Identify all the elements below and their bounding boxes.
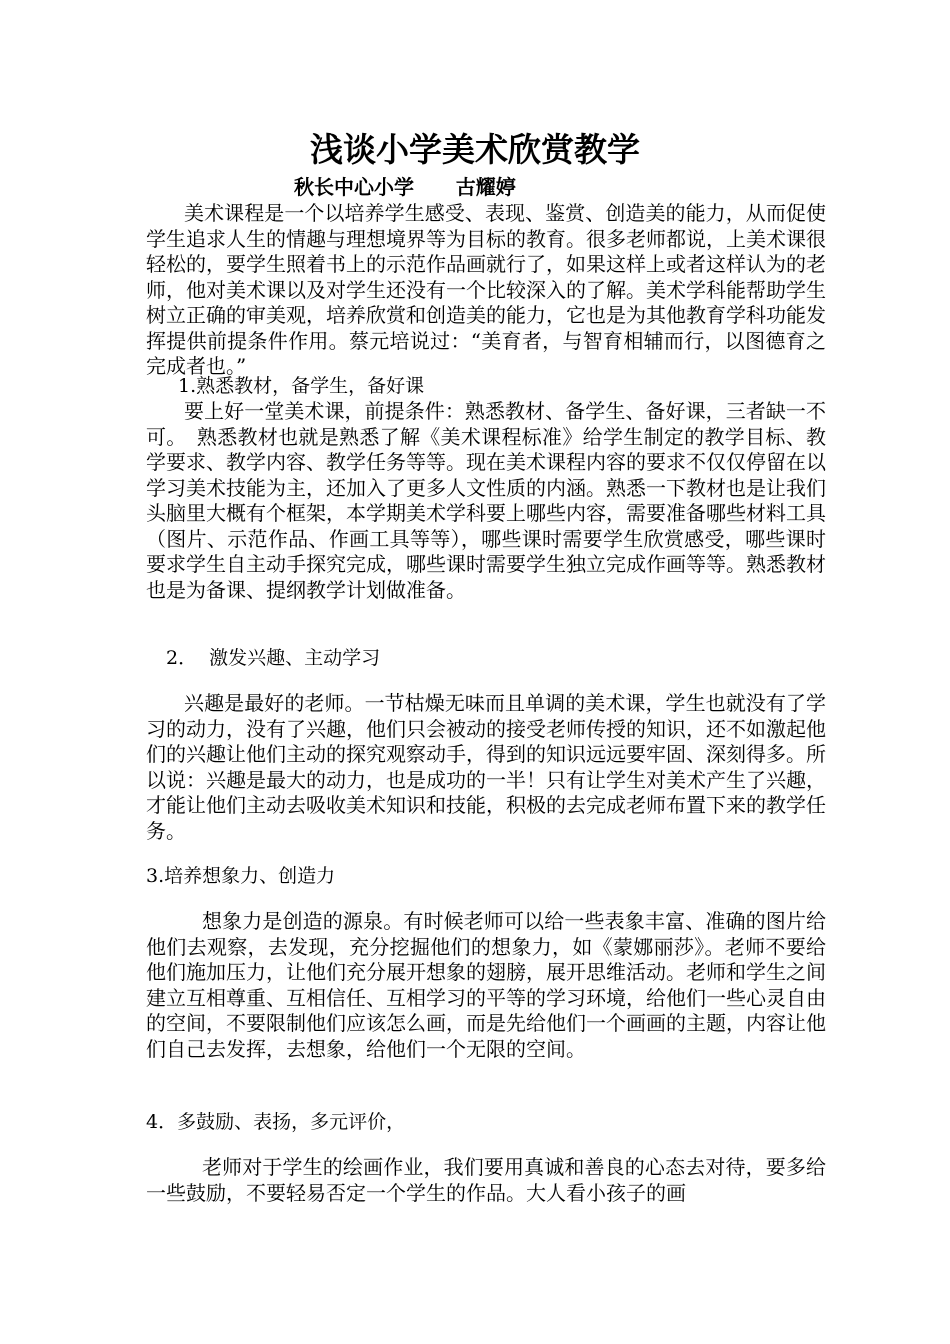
section-4-paragraph: 老师对于学生的绘画作业，我们要用真诚和善良的心态去对待，要多给一些鼓励，不要轻易否定一个学生的作品。大人看小孩子的画 (146, 1155, 826, 1205)
section-2-paragraph: 兴趣是最好的老师。一节枯燥无味而且单调的美术课，学生也就没有了学习的动力，没有了兴趣，他们只会被动的接受老师传授的知识，还不如激起他们的兴趣让他们主动的探究观察动手，得到的知识远远要牢固、深刻得多。所以说：兴趣是最大的动力，也是成功的一半！只有让学生对美术产生了兴趣，才能让他们主动去吸收美术知识和技能，积极的去完成老师布置下来的教学任务。 (146, 691, 826, 843)
section-2-heading: 2． 激发兴趣、主动学习 (166, 647, 381, 669)
section-4-heading: 4．多鼓励、表扬，多元评价， (146, 1111, 406, 1133)
intro-paragraph: 美术课程是一个以培养学生感受、表现、鉴赏、创造美的能力，从而促使学生追求人生的情趣与理想境界等为目标的教育。很多老师都说，上美术课很轻松的，要学生照着书上的示范作品画就行了，如果这样上或者这样认为的老师，他对美术课以及对学生还没有一个比较深入的了解。美术学科能帮助学生树立正确的审美观，培养欣赏和创造美的能力，它也是为其他教育学科功能发挥提供前提条件作用。蔡元培说过：“美育者，与智育相辅而行，以图德育之完成者也。” (146, 201, 826, 378)
section-1-heading: 1.熟悉教材，备学生，备好课 (178, 375, 425, 397)
author-byline: 秋长中心小学 古耀婷 (294, 175, 516, 199)
section-3-heading: 3.培养想象力、创造力 (146, 865, 336, 887)
section-3-paragraph: 想象力是创造的源泉。有时候老师可以给一些表象丰富、准确的图片给他们去观察，去发现，充分挖掘他们的想象力，如《蒙娜丽莎》。老师不要给他们施加压力，让他们充分展开想象的翅膀，展开思维活动。老师和学生之间建立互相尊重、互相信任、互相学习的平等的学习环境，给他们一些心灵自由的空间，不要限制他们应该怎么画，而是先给他们一个画画的主题，内容让他们自己去发挥，去想象，给他们一个无限的空间。 (146, 909, 826, 1061)
document-title: 浅谈小学美术欣赏教学 (310, 130, 640, 169)
section-1-paragraph: 要上好一堂美术课，前提条件：熟悉教材、备学生、备好课，三者缺一不可。 熟悉教材也就是熟悉了解《美术课程标准》给学生制定的教学目标、教学要求、教学内容、教学任务等等。现在美术课程内容的要求不仅仅停留在以学习美术技能为主，还加入了更多人文性质的内涵。熟悉一下教材也是让我们头脑里大概有个框架，本学期美术学科要上哪些内容，需要准备哪些材料工具（图片、示范作品、作画工具等等），哪些课时需要学生欣赏感受，哪些课时要求学生自主动手探究完成，哪些课时需要学生独立完成作画等等。熟悉教材也是为备课、提纲教学计划做准备。 (146, 399, 826, 602)
